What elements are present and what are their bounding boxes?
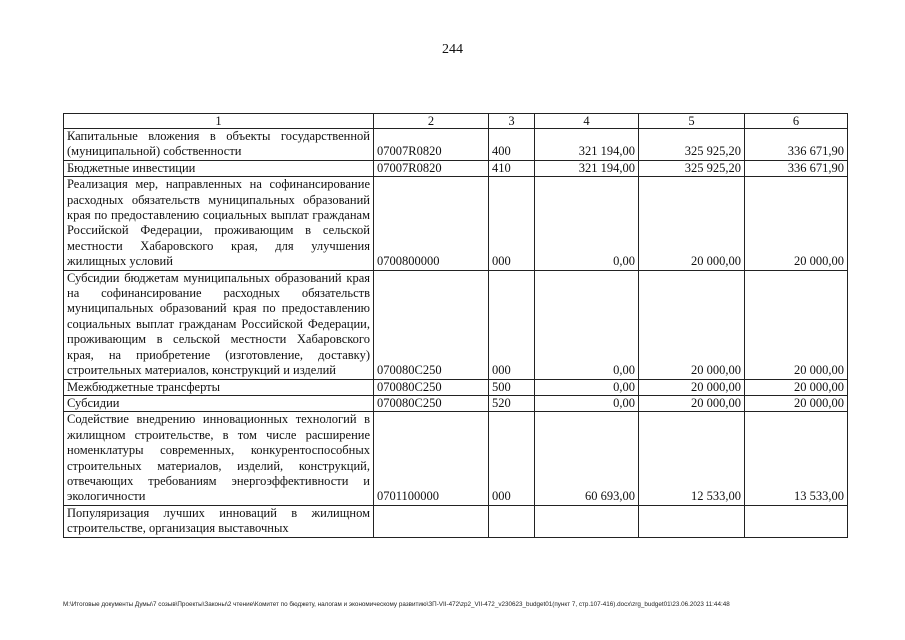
row-code: 0700800000 <box>374 177 489 270</box>
row-year3: 20 000,00 <box>745 177 848 270</box>
row-kvr: 400 <box>489 129 535 161</box>
row-kvr: 000 <box>489 412 535 505</box>
row-year2: 325 925,20 <box>639 129 745 161</box>
table-header-row <box>64 114 848 129</box>
row-year1: 60 693,00 <box>535 412 639 505</box>
row-year3: 20 000,00 <box>745 395 848 411</box>
row-year3: 20 000,00 <box>745 270 848 379</box>
row-code: 070080C250 <box>374 395 489 411</box>
row-name: Содействие внедрению инновационных технологий в жилищном строительстве, в том числе расширение номенклатуры современных, конкурентоспособных строительных материалов, изделий, конструкций, отвечающих требованиям энергоэффективности и экологичности <box>64 412 374 505</box>
row-name: Бюджетные инвестиции <box>64 160 374 176</box>
column-header-5: 5 <box>639 114 745 129</box>
row-name: Реализация мер, направленных на софинансирование расходных обязательств муниципальных образований края по предоставлению социальных выплат гражданам Российской Федерации, проживающим в сельской местности Хабаровского края, для улучшения жилищных условий <box>64 177 374 270</box>
row-code: 07007R0820 <box>374 129 489 161</box>
row-kvr: 520 <box>489 395 535 411</box>
page-number: 244 <box>442 42 463 57</box>
table-row <box>64 177 848 270</box>
row-code: 0701100000 <box>374 412 489 505</box>
table-row <box>64 379 848 395</box>
row-year1 <box>535 505 639 537</box>
file-path-footer: M:\Итоговые документы Думы\7 созыв\Проекты\Законы\2 чтение\Комитет по бюджету, налогам и экономическому развитию\ЗП-VII-472\zp2_VII-472_v230623_budget01(пункт 7, стр.107-416).docx\zrg_budget01\23.06.2023 11:44:48 <box>63 601 730 608</box>
row-kvr: 410 <box>489 160 535 176</box>
row-kvr: 000 <box>489 177 535 270</box>
column-header-3: 3 <box>489 114 535 129</box>
row-year1: 321 194,00 <box>535 129 639 161</box>
row-year2: 12 533,00 <box>639 412 745 505</box>
column-header-2: 2 <box>374 114 489 129</box>
row-code <box>374 505 489 537</box>
row-year3: 336 671,90 <box>745 129 848 161</box>
row-year2: 20 000,00 <box>639 270 745 379</box>
table-row <box>64 129 848 161</box>
table-row <box>64 412 848 505</box>
row-year3: 20 000,00 <box>745 379 848 395</box>
row-code: 070080C250 <box>374 379 489 395</box>
row-name: Субсидии бюджетам муниципальных образований края на софинансирование расходных обязательств муниципальных образований края по предоставлению социальных выплат гражданам Российской Федерации, проживающим в сельской местности Хабаровского края, на приобретение (изготовление, доставку) строительных материалов, конструкций и изделий <box>64 270 374 379</box>
row-year2: 325 925,20 <box>639 160 745 176</box>
row-year1: 0,00 <box>535 379 639 395</box>
row-year3 <box>745 505 848 537</box>
row-kvr <box>489 505 535 537</box>
row-kvr: 500 <box>489 379 535 395</box>
row-year1: 0,00 <box>535 177 639 270</box>
row-kvr: 000 <box>489 270 535 379</box>
row-year3: 336 671,90 <box>745 160 848 176</box>
row-year1: 0,00 <box>535 270 639 379</box>
row-year2: 20 000,00 <box>639 177 745 270</box>
row-year3: 13 533,00 <box>745 412 848 505</box>
row-year2: 20 000,00 <box>639 379 745 395</box>
row-year1: 321 194,00 <box>535 160 639 176</box>
column-header-6: 6 <box>745 114 848 129</box>
row-year1: 0,00 <box>535 395 639 411</box>
table-row <box>64 160 848 176</box>
row-year2 <box>639 505 745 537</box>
row-year2: 20 000,00 <box>639 395 745 411</box>
row-name: Популяризация лучших инноваций в жилищном строительстве, организация выставочных <box>64 505 374 537</box>
row-name: Межбюджетные трансферты <box>64 379 374 395</box>
table-row <box>64 505 848 537</box>
budget-table <box>63 113 848 538</box>
table-row <box>64 270 848 379</box>
column-header-4: 4 <box>535 114 639 129</box>
row-name: Капитальные вложения в объекты государственной (муниципальной) собственности <box>64 129 374 161</box>
column-header-1: 1 <box>64 114 374 129</box>
row-code: 07007R0820 <box>374 160 489 176</box>
row-name: Субсидии <box>64 395 374 411</box>
table-row <box>64 395 848 411</box>
row-code: 070080C250 <box>374 270 489 379</box>
